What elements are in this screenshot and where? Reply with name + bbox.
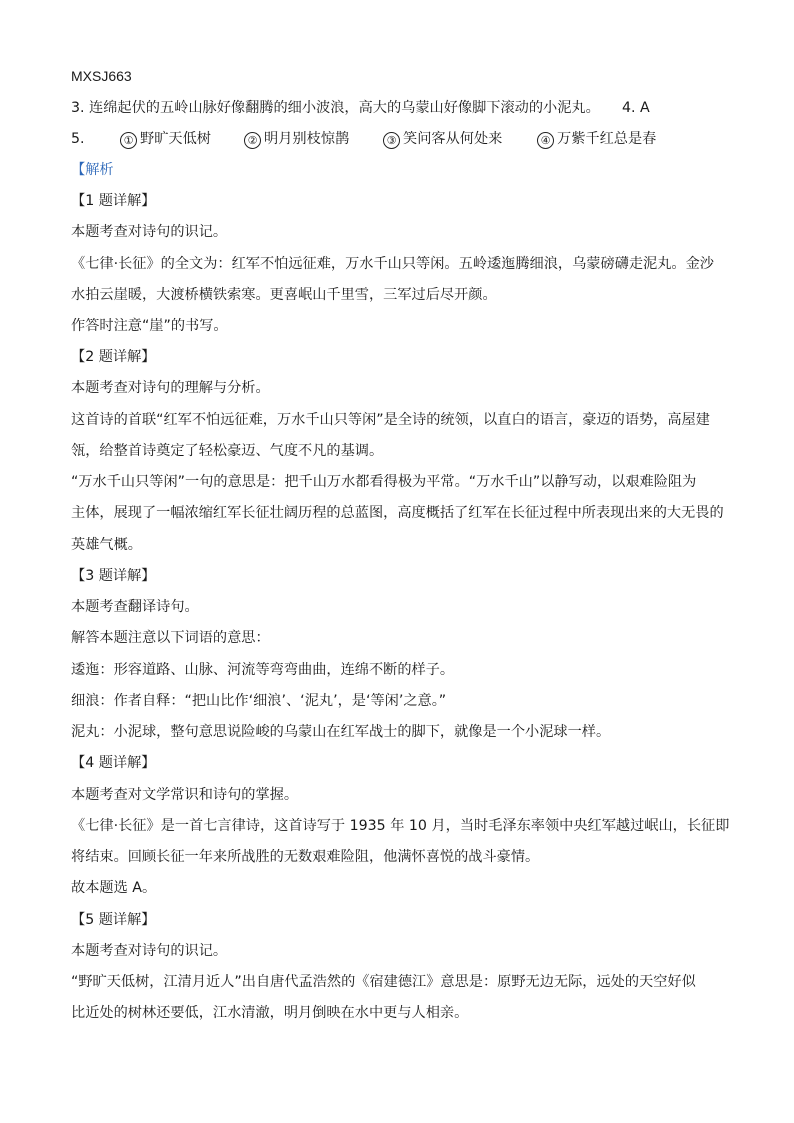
- section-3-line-3: 逶迤：形容道路、山脉、河流等弯弯曲曲，连绵不断的样子。: [71, 662, 455, 678]
- answer-5-option-2: [244, 129, 349, 149]
- section-1-line-1: 本题考查对诗句的识记。: [71, 224, 228, 240]
- analysis-label: 【解析: [71, 162, 114, 178]
- section-3-line-4: 细浪：作者自释：“把山比作‘细浪’、‘泥丸’，是‘等闲’之意。”: [71, 693, 447, 709]
- section-2-line-4: “万水千山只等闲”一句的意思是：把千山万水都看得极为平常。“万水千山”以静写动，以艰难险阻为: [71, 474, 697, 490]
- doc-code: MXSJ663: [71, 68, 132, 84]
- section-5-line-2: “野旷天低树，江清月近人”出自唐代孟浩然的《宿建德江》意思是：原野无边无际，远处的天空好似: [71, 974, 696, 990]
- section-2-line-1: 本题考查对诗句的理解与分析。: [71, 380, 270, 396]
- answer-5-option-3-text: 笑问客从何处来: [403, 131, 503, 147]
- section-2-line-3: 瓴，给整首诗奠定了轻松豪迈、气度不凡的基调。: [71, 443, 384, 459]
- answer-5: [71, 129, 731, 149]
- section-3-line-5: 泥丸：小泥球，整句意思说险峻的乌蒙山在红军战士的脚下，就像是一个小泥球一样。: [71, 724, 611, 740]
- section-4-line-2: 《七律·长征》是一首七言律诗，这首诗写于 1935 年 10 月，当时毛泽东率领中央红军越过岷山，长征即: [71, 818, 730, 834]
- section-3-line-1: 本题考查翻译诗句。: [71, 599, 199, 615]
- circled-number-2: ②: [244, 132, 261, 149]
- section-1-line-3: 水拍云崖暖，大渡桥横铁索寒。更喜岷山千里雪，三军过后尽开颜。: [71, 287, 497, 303]
- circled-number-3: ③: [383, 132, 400, 149]
- section-3-line-2: 解答本题注意以下词语的意思：: [71, 630, 270, 646]
- section-5-line-3: 比近处的树林还要低，江水清澈，明月倒映在水中更与人相亲。: [71, 1005, 469, 1021]
- section-2-line-6: 英雄气概。: [71, 537, 142, 553]
- section-5-heading: 【5 题详解】: [71, 912, 156, 928]
- section-1-heading: 【1 题详解】: [71, 193, 156, 209]
- answer-5-option-4: [537, 129, 656, 149]
- section-4-line-1: 本题考查对文学常识和诗句的掌握。: [71, 787, 299, 803]
- answer-4: 4. A: [622, 100, 650, 116]
- circled-number-1: ①: [120, 132, 137, 149]
- answer-5-option-1: [120, 129, 211, 149]
- section-4-heading: 【4 题详解】: [71, 755, 156, 771]
- section-4-line-4: 故本题选 A。: [71, 880, 157, 896]
- section-1-line-2: 《七律·长征》的全文为：红军不怕远征难，万水千山只等闲。五岭逶迤腾细浪，乌蒙磅礴走泥丸。金沙: [71, 256, 714, 272]
- section-2-line-2: 这首诗的首联“红军不怕远征难，万水千山只等闲”是全诗的统领，以直白的语言，豪迈的语势，高屋建: [71, 412, 710, 428]
- section-2-heading: 【2 题详解】: [71, 349, 156, 365]
- section-2-line-5: 主体，展现了一幅浓缩红军长征壮阔历程的总蓝图，高度概括了红军在长征过程中所表现出来的大无畏的: [71, 505, 724, 521]
- section-1-line-4: 作答时注意“崖”的书写。: [71, 318, 228, 334]
- answer-5-option-3: [383, 129, 502, 149]
- section-4-line-3: 将结束。回顾长征一年来所战胜的无数艰难险阻，他满怀喜悦的战斗豪情。: [71, 849, 540, 865]
- answer-5-option-4-text: 万紫千红总是春: [557, 131, 657, 147]
- answer-3-text: 3. 连绵起伏的五岭山脉好像翻腾的细小波浪，高大的乌蒙山好像脚下滚动的小泥丸。: [71, 100, 600, 116]
- section-3-heading: 【3 题详解】: [71, 568, 156, 584]
- section-5-line-1: 本题考查对诗句的识记。: [71, 943, 228, 959]
- answer-5-option-2-text: 明月别枝惊鹊: [264, 131, 350, 147]
- circled-number-4: ④: [537, 132, 554, 149]
- answer-5-option-1-text: 野旷天低树: [140, 131, 211, 147]
- answer-3: [71, 98, 731, 118]
- answer-5-number: 5.: [71, 131, 85, 147]
